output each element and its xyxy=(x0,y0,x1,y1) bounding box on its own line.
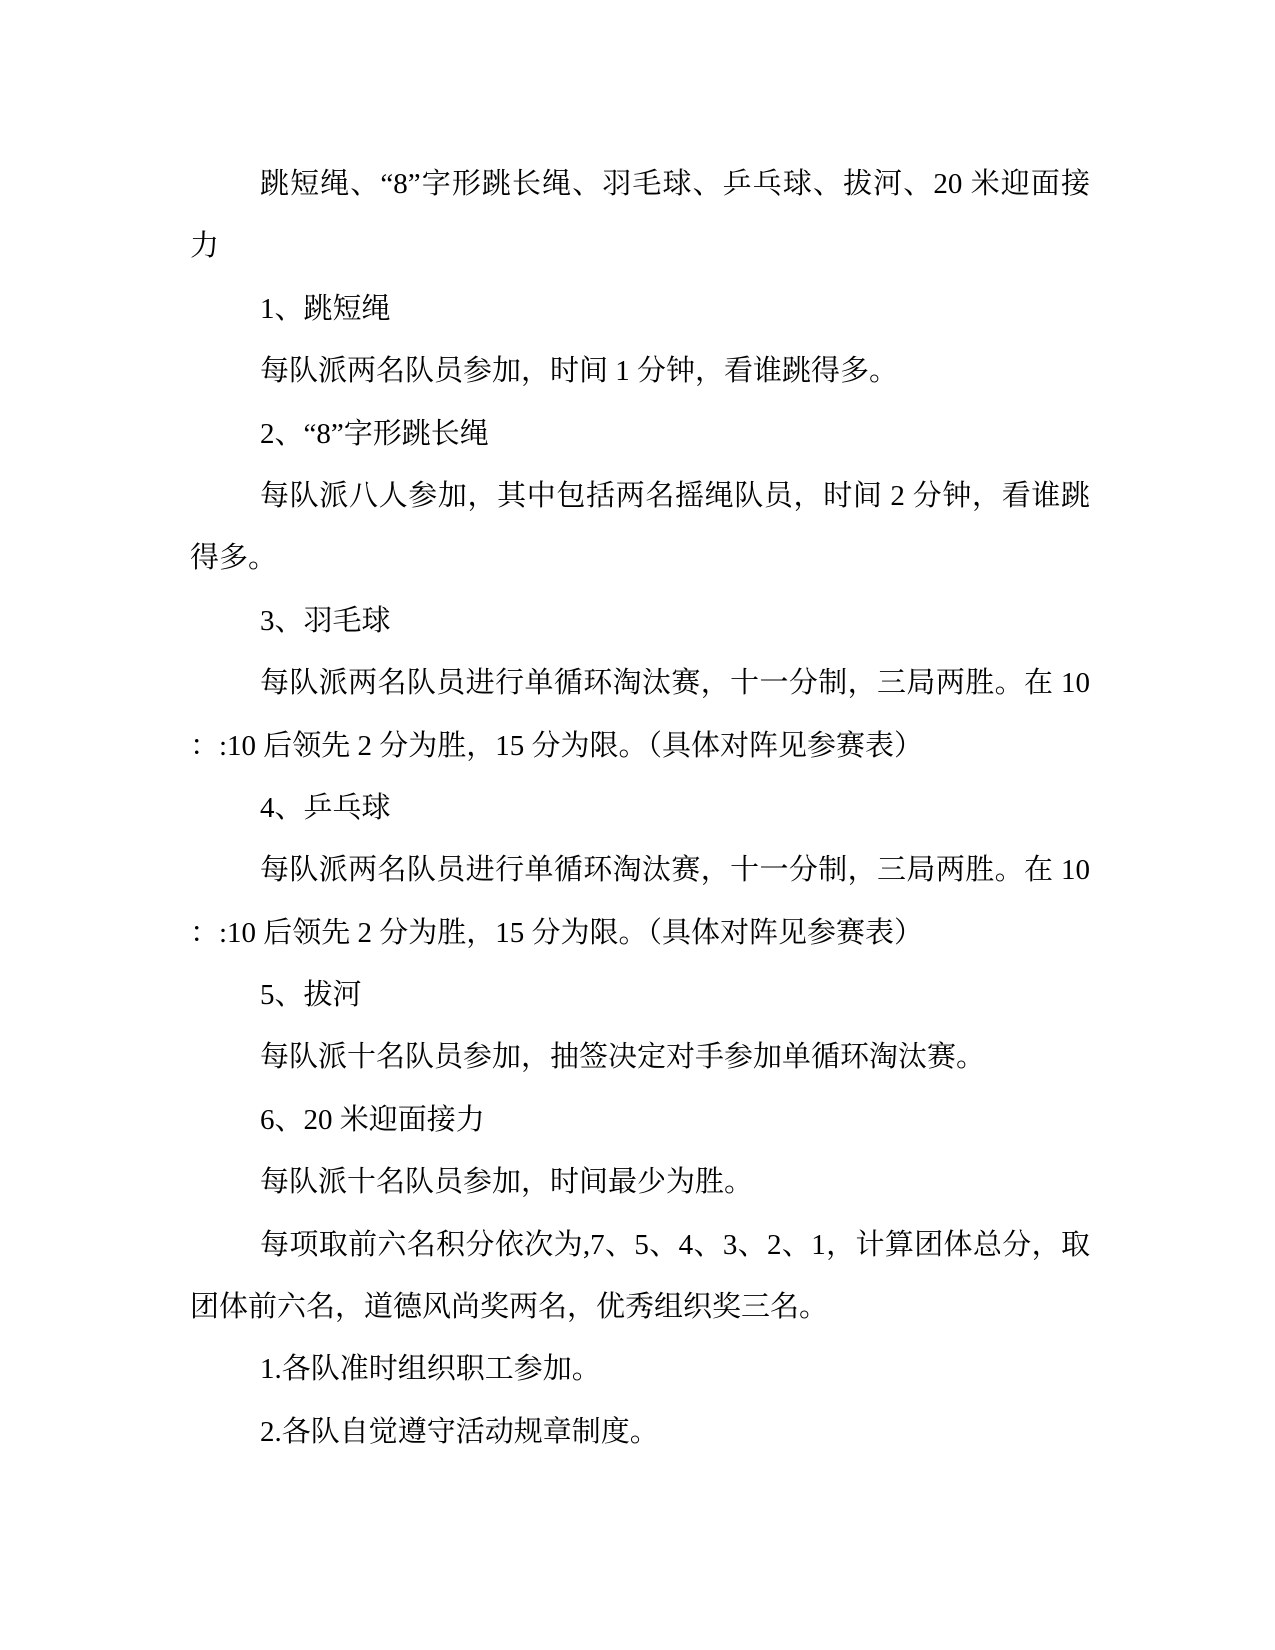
text-line: 每队派十名队员参加，抽签决定对手参加单循环淘汰赛。 xyxy=(260,1041,986,1074)
text-line: ：:10 后领先 2 分为胜，15 分为限。（具体对阵见参赛表） xyxy=(190,916,924,949)
text-line: 3、羽毛球 xyxy=(260,604,391,637)
text-line: 1.各队准时组织职工参加。 xyxy=(260,1353,601,1386)
text-line: 每项取前六名积分依次为,7、5、4、3、2、1，计算团体总分，取 xyxy=(260,1228,1090,1261)
text-line: 每队派八人参加，其中包括两名摇绳队员，时间 2 分钟，看谁跳 xyxy=(260,479,1090,512)
text-line: 每队派十名队员参加，时间最少为胜。 xyxy=(260,1166,754,1199)
text-line: 得多。 xyxy=(190,542,278,575)
text-line: 每队派两名队员进行单循环淘汰赛，十一分制，三局两胜。在 10 xyxy=(260,667,1090,700)
document-text-body xyxy=(190,153,1090,1463)
text-line: ：:10 后领先 2 分为胜，15 分为限。（具体对阵见参赛表） xyxy=(190,729,924,762)
text-line: 6、20 米迎面接力 xyxy=(260,1103,485,1136)
text-line: 跳短绳、“8”字形跳长绳、羽毛球、乒乓球、拔河、20 米迎面接 xyxy=(260,168,1090,200)
text-line: 4、乒乓球 xyxy=(260,791,391,824)
text-line: 力 xyxy=(190,230,220,263)
text-line: 2、“8”字形跳长绳 xyxy=(260,417,489,450)
text-line: 团体前六名，道德风尚奖两名，优秀组织奖三名。 xyxy=(190,1291,829,1324)
text-line: 每队派两名队员进行单循环淘汰赛，十一分制，三局两胜。在 10 xyxy=(260,854,1090,887)
text-line: 5、拔河 xyxy=(260,979,362,1012)
text-line: 1、跳短绳 xyxy=(260,292,391,325)
text-line: 2.各队自觉遵守活动规章制度。 xyxy=(260,1415,659,1448)
text-line: 每队派两名队员参加，时间 1 分钟，看谁跳得多。 xyxy=(260,355,899,388)
